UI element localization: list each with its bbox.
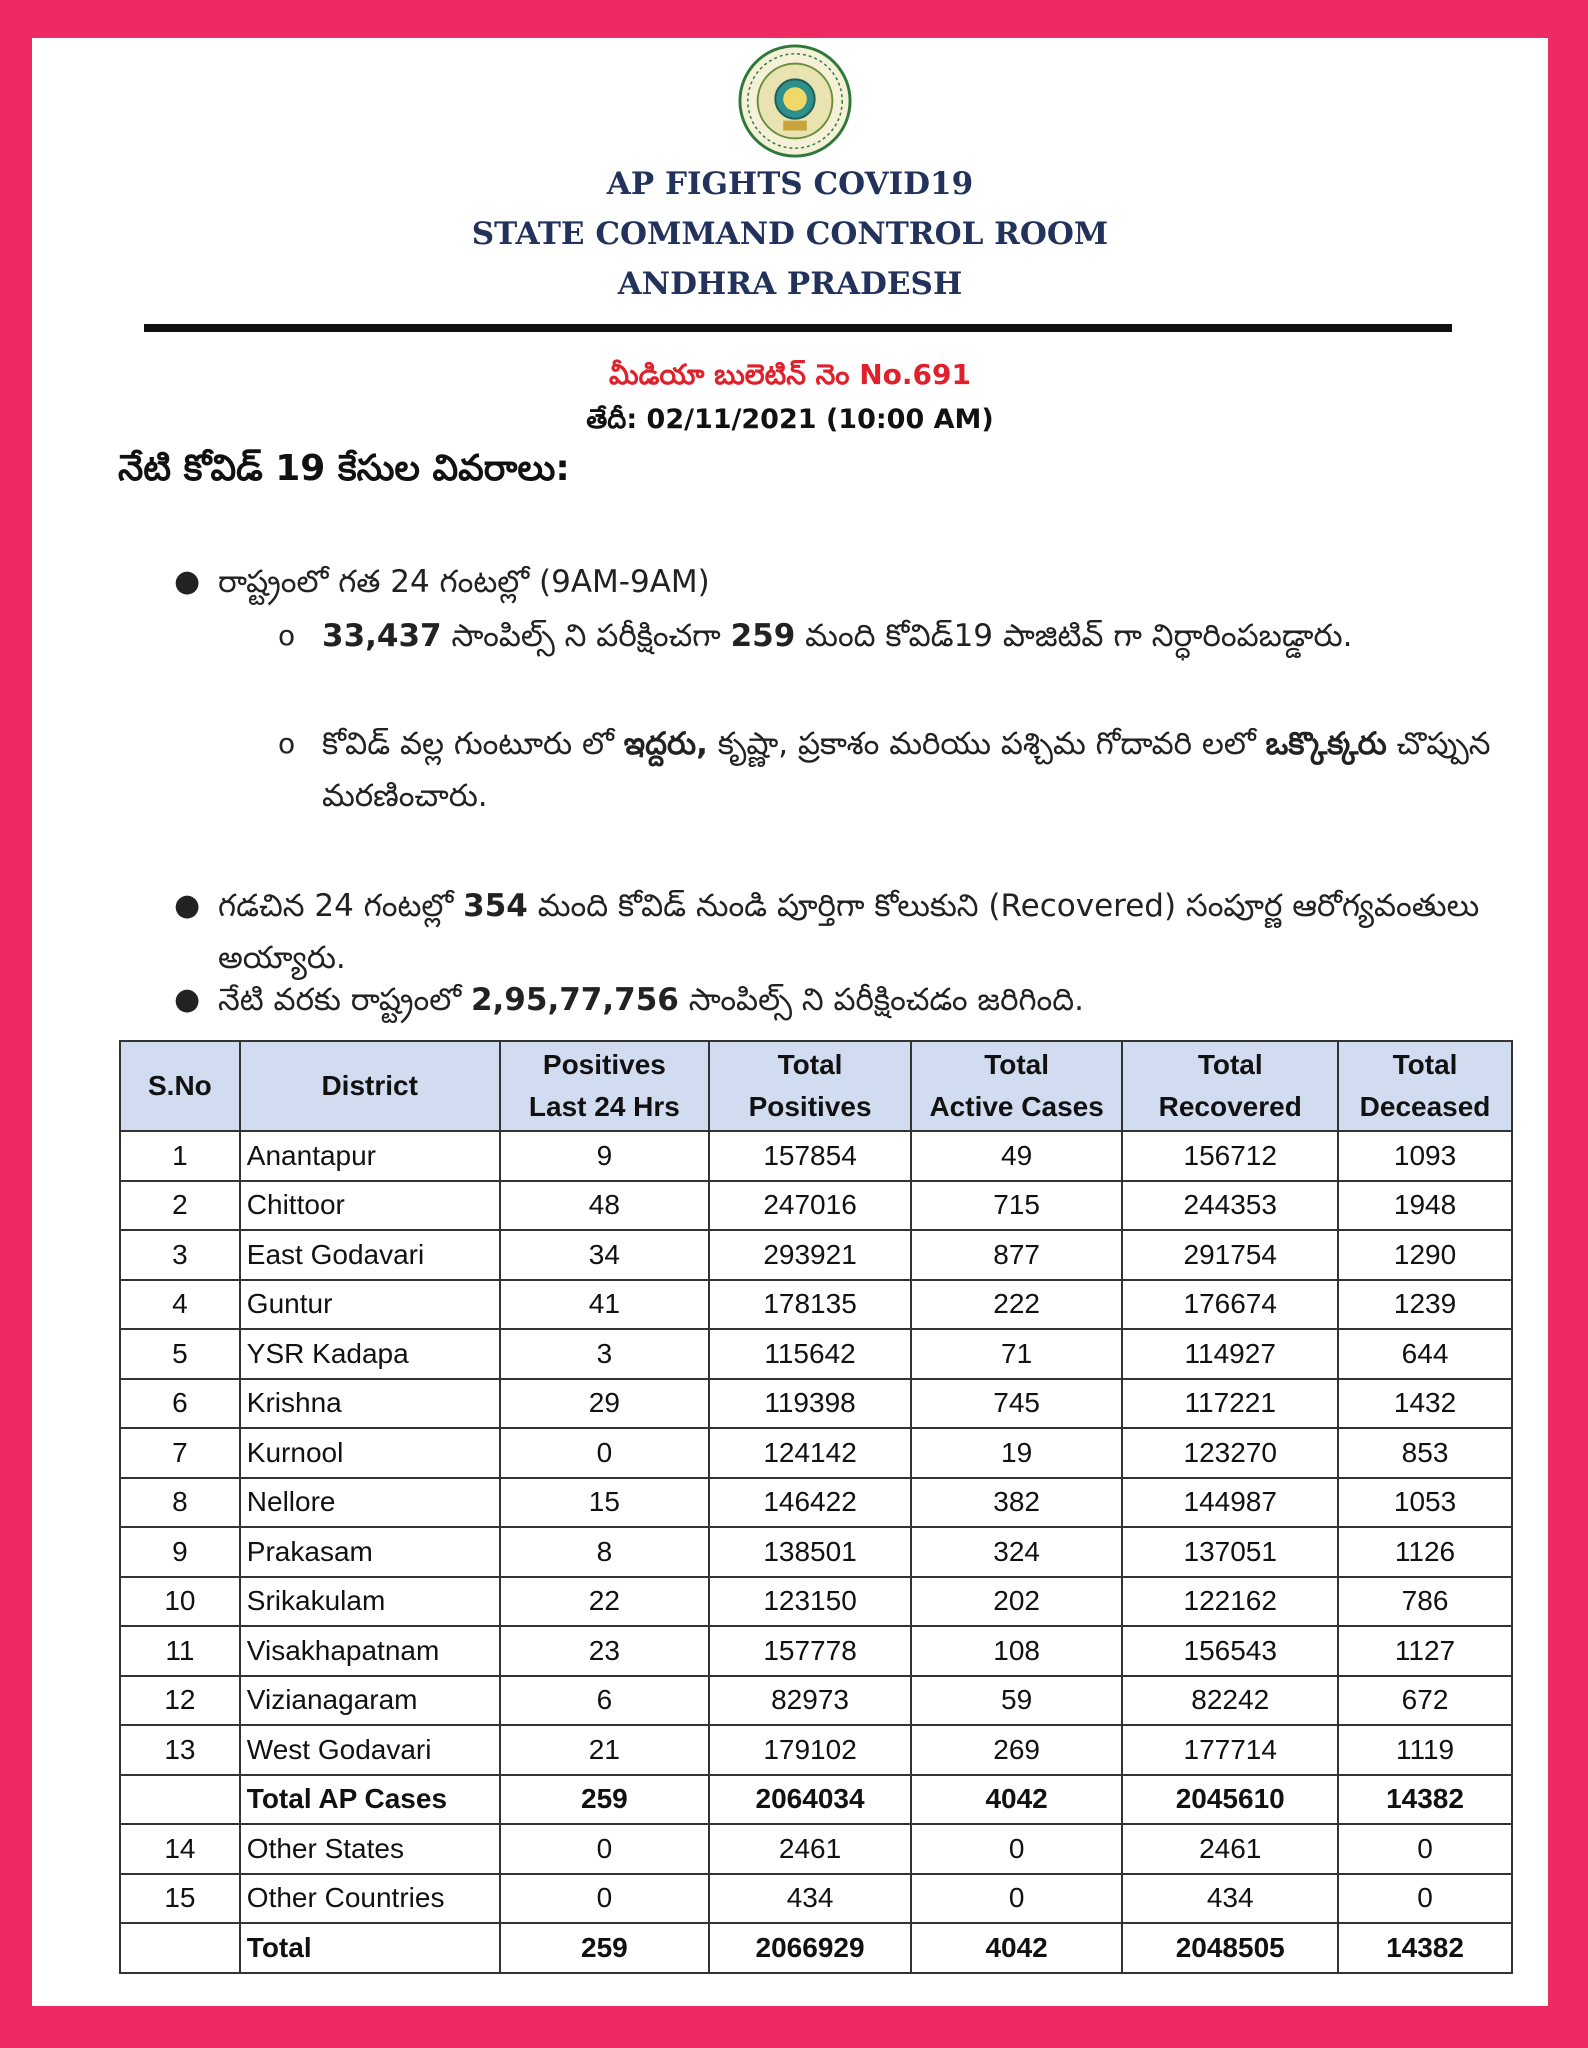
sub-bullet-text: కృష్ణా, ప్రకాశం మరియు పశ్చిమ గోదావరి లలో — [717, 726, 1256, 762]
document-page — [32, 38, 1548, 2006]
cell-active-cases: 0 — [911, 1874, 1122, 1924]
cell-active-cases: 4042 — [911, 1923, 1122, 1973]
cell-positives-24h: 23 — [500, 1626, 710, 1676]
sub-bullet-icon: o — [278, 727, 296, 760]
cell-district: Nellore — [240, 1478, 500, 1528]
sub-bullet-icon: o — [278, 619, 296, 652]
cell-recovered: 123270 — [1122, 1428, 1338, 1478]
table-row — [120, 1824, 1512, 1874]
cell-active-cases: 745 — [911, 1379, 1122, 1429]
bullet-text: మంది కోవిడ్ నుండి పూర్తిగా కోలుకుని (Recovered) సంపూర్ణ ఆరోగ్యవంతులు అయ్యారు. — [218, 888, 1480, 976]
cell-positives-24h: 41 — [500, 1280, 710, 1330]
col-header-sno: S.No — [120, 1041, 240, 1131]
cell-total-positives: 179102 — [709, 1725, 911, 1775]
cell-recovered: 2461 — [1122, 1824, 1338, 1874]
cell-positives-24h: 48 — [500, 1181, 710, 1231]
cell-sno: 1 — [120, 1131, 240, 1181]
cell-positives-24h: 15 — [500, 1478, 710, 1528]
cell-active-cases: 715 — [911, 1181, 1122, 1231]
bullet-icon: ● — [174, 564, 201, 599]
recovered-count: 354 — [463, 888, 528, 924]
cell-positives-24h: 0 — [500, 1824, 710, 1874]
header-line-2: STATE COMMAND CONTROL ROOM — [471, 216, 1109, 252]
cell-total-positives: 247016 — [709, 1181, 911, 1231]
cell-active-cases: 49 — [911, 1131, 1122, 1181]
bullet-text: రాష్ట్రంలో గత 24 గంటల్లో (9AM-9AM) — [218, 564, 710, 600]
cell-positives-24h: 259 — [500, 1775, 710, 1825]
cell-deceased: 1119 — [1338, 1725, 1512, 1775]
cell-district: West Godavari — [240, 1725, 500, 1775]
cell-sno: 12 — [120, 1676, 240, 1726]
table-row — [120, 1775, 1512, 1825]
cell-district: East Godavari — [240, 1230, 500, 1280]
cell-district: Other States — [240, 1824, 500, 1874]
cell-sno: 14 — [120, 1824, 240, 1874]
cell-deceased: 1239 — [1338, 1280, 1512, 1330]
cell-deceased: 14382 — [1338, 1923, 1512, 1973]
sub-bullet-deaths — [278, 718, 1512, 822]
table-body — [120, 1131, 1512, 1973]
cell-positives-24h: 0 — [500, 1874, 710, 1924]
cell-recovered: 137051 — [1122, 1527, 1338, 1577]
cell-district: Anantapur — [240, 1131, 500, 1181]
cell-deceased: 853 — [1338, 1428, 1512, 1478]
cell-district: Total — [240, 1923, 500, 1973]
cell-sno: 2 — [120, 1181, 240, 1231]
cell-deceased: 1432 — [1338, 1379, 1512, 1429]
table-row — [120, 1181, 1512, 1231]
cell-deceased: 1290 — [1338, 1230, 1512, 1280]
col-header-deceased: Total Deceased — [1338, 1041, 1512, 1131]
cell-district: Visakhapatnam — [240, 1626, 500, 1676]
cell-total-positives: 138501 — [709, 1527, 911, 1577]
cell-recovered: 176674 — [1122, 1280, 1338, 1330]
samples-count: 33,437 — [322, 618, 442, 654]
sub-bullet-text: సాంపిల్స్ ని పరీక్షించగా — [451, 618, 721, 654]
cell-sno: 9 — [120, 1527, 240, 1577]
cell-sno: 5 — [120, 1329, 240, 1379]
cell-total-positives: 157778 — [709, 1626, 911, 1676]
section-title: నేటి కోవిడ్ 19 కేసుల వివరాలు: — [118, 448, 570, 489]
cell-deceased: 0 — [1338, 1874, 1512, 1924]
bulletin-number: మీడియా బులెటిన్ నెం No.691 — [608, 358, 971, 391]
cell-sno — [120, 1775, 240, 1825]
bullet-recovered — [174, 880, 1508, 984]
cell-recovered: 117221 — [1122, 1379, 1338, 1429]
cell-active-cases: 269 — [911, 1725, 1122, 1775]
col-header-recovered: Total Recovered — [1122, 1041, 1338, 1131]
table-row — [120, 1131, 1512, 1181]
cell-total-positives: 434 — [709, 1874, 911, 1924]
cell-district: Guntur — [240, 1280, 500, 1330]
cell-active-cases: 222 — [911, 1280, 1122, 1330]
table-row — [120, 1874, 1512, 1924]
cell-deceased: 1948 — [1338, 1181, 1512, 1231]
bullet-icon: ● — [174, 888, 201, 923]
cell-total-positives: 123150 — [709, 1577, 911, 1627]
sub-bullet-text: చొప్పున మరణించారు. — [322, 726, 1491, 814]
cell-recovered: 2048505 — [1122, 1923, 1338, 1973]
table-row — [120, 1379, 1512, 1429]
cell-deceased: 644 — [1338, 1329, 1512, 1379]
cell-district: YSR Kadapa — [240, 1329, 500, 1379]
cell-active-cases: 59 — [911, 1676, 1122, 1726]
cell-active-cases: 19 — [911, 1428, 1122, 1478]
cell-recovered: 114927 — [1122, 1329, 1338, 1379]
cell-total-positives: 178135 — [709, 1280, 911, 1330]
table-row — [120, 1478, 1512, 1528]
cell-positives-24h: 0 — [500, 1428, 710, 1478]
cell-recovered: 434 — [1122, 1874, 1338, 1924]
cell-total-positives: 82973 — [709, 1676, 911, 1726]
cell-recovered: 2045610 — [1122, 1775, 1338, 1825]
header-line-1: AP FIGHTS COVID19 — [606, 166, 974, 202]
bulletin-date: తేదీ: 02/11/2021 (10:00 AM) — [586, 404, 994, 435]
table-row — [120, 1725, 1512, 1775]
cell-district: Chittoor — [240, 1181, 500, 1231]
sub-bullet-samples — [278, 610, 1512, 662]
cell-deceased: 1127 — [1338, 1626, 1512, 1676]
cell-total-positives: 2064034 — [709, 1775, 911, 1825]
cell-active-cases: 0 — [911, 1824, 1122, 1874]
cell-positives-24h: 22 — [500, 1577, 710, 1627]
cell-total-positives: 119398 — [709, 1379, 911, 1429]
cell-district: Krishna — [240, 1379, 500, 1429]
bullet-total-samples — [174, 974, 1508, 1026]
table-row — [120, 1676, 1512, 1726]
bullet-text: సాంపిల్స్ ని పరీక్షించడం జరిగింది. — [688, 982, 1084, 1018]
bullet-icon: ● — [174, 982, 201, 1017]
bullet-text: నేటి వరకు రాష్ట్రంలో — [218, 982, 462, 1018]
cell-sno: 15 — [120, 1874, 240, 1924]
cell-total-positives: 293921 — [709, 1230, 911, 1280]
cell-deceased: 14382 — [1338, 1775, 1512, 1825]
cell-total-positives: 146422 — [709, 1478, 911, 1528]
cell-recovered: 156543 — [1122, 1626, 1338, 1676]
cell-total-positives: 2066929 — [709, 1923, 911, 1973]
bullet-state-24hrs — [174, 556, 1418, 608]
cell-recovered: 156712 — [1122, 1131, 1338, 1181]
cell-positives-24h: 3 — [500, 1329, 710, 1379]
cell-recovered: 291754 — [1122, 1230, 1338, 1280]
cell-active-cases: 202 — [911, 1577, 1122, 1627]
table-header-row — [120, 1041, 1512, 1131]
cell-total-positives: 2461 — [709, 1824, 911, 1874]
cell-active-cases: 108 — [911, 1626, 1122, 1676]
table-row — [120, 1577, 1512, 1627]
cell-recovered: 144987 — [1122, 1478, 1338, 1528]
cell-district: Other Countries — [240, 1874, 500, 1924]
cell-active-cases: 71 — [911, 1329, 1122, 1379]
andhra-pradesh-emblem — [736, 42, 854, 160]
cell-district: Vizianagaram — [240, 1676, 500, 1726]
cell-active-cases: 324 — [911, 1527, 1122, 1577]
cell-deceased: 1093 — [1338, 1131, 1512, 1181]
cell-sno: 6 — [120, 1379, 240, 1429]
col-header-active-cases: Total Active Cases — [911, 1041, 1122, 1131]
cell-sno: 11 — [120, 1626, 240, 1676]
cell-total-positives: 124142 — [709, 1428, 911, 1478]
total-samples-count: 2,95,77,756 — [470, 982, 679, 1018]
cell-sno: 8 — [120, 1478, 240, 1528]
positives-count: 259 — [730, 618, 796, 654]
table-row — [120, 1329, 1512, 1379]
deaths-guntur: ఇద్దరు, — [623, 726, 708, 762]
table-row — [120, 1923, 1512, 1973]
cell-positives-24h: 34 — [500, 1230, 710, 1280]
sub-bullet-text: మంది కోవిడ్19 పాజిటివ్ గా నిర్ధారింపబడ్డారు. — [805, 618, 1353, 654]
col-header-total-positives: Total Positives — [709, 1041, 911, 1131]
cell-sno — [120, 1923, 240, 1973]
cell-recovered: 82242 — [1122, 1676, 1338, 1726]
cell-positives-24h: 259 — [500, 1923, 710, 1973]
cell-deceased: 1053 — [1338, 1478, 1512, 1528]
table-row — [120, 1428, 1512, 1478]
table-row — [120, 1527, 1512, 1577]
cell-active-cases: 382 — [911, 1478, 1122, 1528]
cell-positives-24h: 29 — [500, 1379, 710, 1429]
cell-district: Srikakulam — [240, 1577, 500, 1627]
cell-district: Total AP Cases — [240, 1775, 500, 1825]
cell-total-positives: 115642 — [709, 1329, 911, 1379]
cell-sno: 13 — [120, 1725, 240, 1775]
cell-positives-24h: 6 — [500, 1676, 710, 1726]
cell-sno: 3 — [120, 1230, 240, 1280]
cell-recovered: 244353 — [1122, 1181, 1338, 1231]
deaths-others: ఒక్కొక్కరు — [1265, 726, 1387, 762]
table-row — [120, 1280, 1512, 1330]
header-divider — [144, 324, 1452, 332]
sub-bullet-text: కోవిడ్ వల్ల గుంటూరు లో — [322, 726, 614, 762]
bullet-text: గడచిన 24 గంటల్లో — [218, 888, 454, 924]
cell-positives-24h: 9 — [500, 1131, 710, 1181]
cell-sno: 7 — [120, 1428, 240, 1478]
cell-active-cases: 877 — [911, 1230, 1122, 1280]
cell-deceased: 672 — [1338, 1676, 1512, 1726]
cell-district: Kurnool — [240, 1428, 500, 1478]
cell-district: Prakasam — [240, 1527, 500, 1577]
cell-recovered: 177714 — [1122, 1725, 1338, 1775]
table-row — [120, 1230, 1512, 1280]
table-row — [120, 1626, 1512, 1676]
cell-total-positives: 157854 — [709, 1131, 911, 1181]
cell-deceased: 1126 — [1338, 1527, 1512, 1577]
cell-positives-24h: 21 — [500, 1725, 710, 1775]
cell-recovered: 122162 — [1122, 1577, 1338, 1627]
col-header-positives-24h: Positives Last 24 Hrs — [500, 1041, 710, 1131]
cell-deceased: 0 — [1338, 1824, 1512, 1874]
cell-sno: 10 — [120, 1577, 240, 1627]
col-header-district: District — [240, 1041, 500, 1131]
header-line-3: ANDHRA PRADESH — [617, 266, 963, 302]
cell-deceased: 786 — [1338, 1577, 1512, 1627]
district-cases-table — [119, 1040, 1513, 1974]
cell-positives-24h: 8 — [500, 1527, 710, 1577]
cell-active-cases: 4042 — [911, 1775, 1122, 1825]
cell-sno: 4 — [120, 1280, 240, 1330]
